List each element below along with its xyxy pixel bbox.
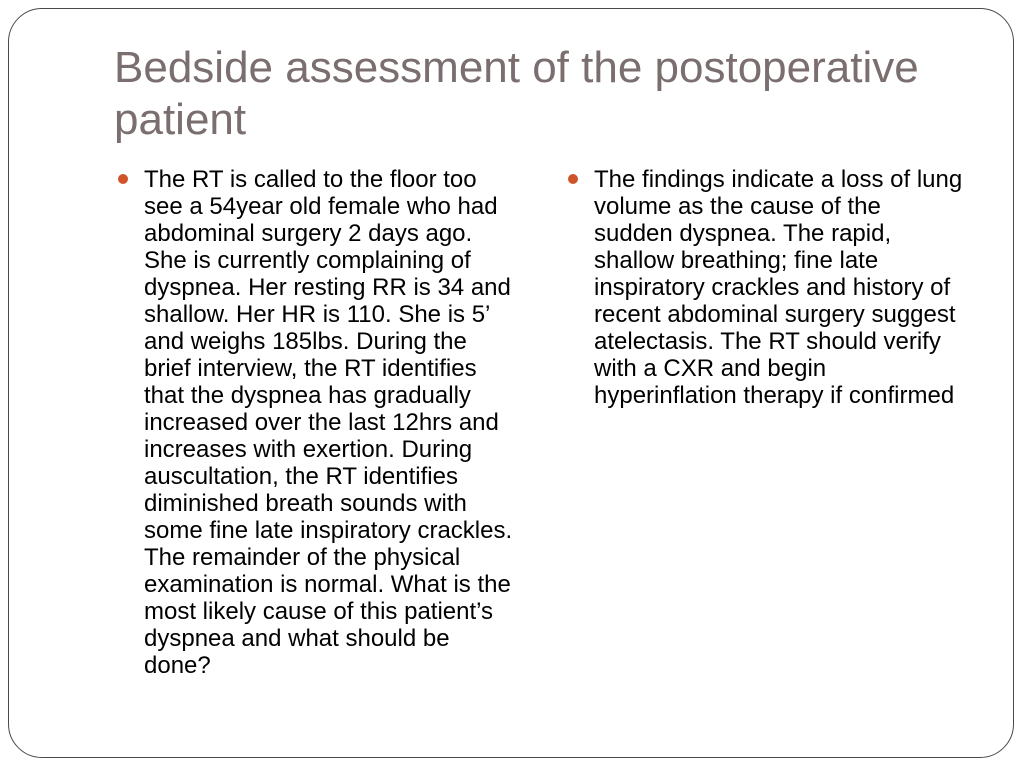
findings-bullet <box>566 166 966 409</box>
case-description-bullet <box>116 166 516 679</box>
left-column <box>116 166 516 679</box>
case-description-text: The RT is called to the floor too see a 54year old female who had abdominal surgery 2 days ago. She is currently complaining of dyspnea. Her resting RR is 34 and shallow. Her HR is 110. She is 5’ and weighs 185lbs. During the brief interview, the RT identifies that the dyspnea has gradually increased over the last 12hrs and increases with exertion. During auscultation, the RT identifies diminished breath sounds with some fine late inspiratory crackles. The remainder of the physical examination is normal. What is the most likely cause of this patient’s dyspnea and what should be done? <box>144 166 513 679</box>
right-column <box>566 166 966 409</box>
bullet-dot-icon <box>118 174 128 184</box>
bullet-dot-icon <box>568 174 578 184</box>
slide-title: Bedside assessment of the postoperative patient <box>114 43 919 144</box>
findings-text: The findings indicate a loss of lung volume as the cause of the sudden dyspnea. The rapid, shallow breathing; fine late inspiratory crackles and history of recent abdominal surgery suggest atelectasis. The RT should verify with a CXR and begin hyperinflation therapy if confirmed <box>594 166 963 409</box>
